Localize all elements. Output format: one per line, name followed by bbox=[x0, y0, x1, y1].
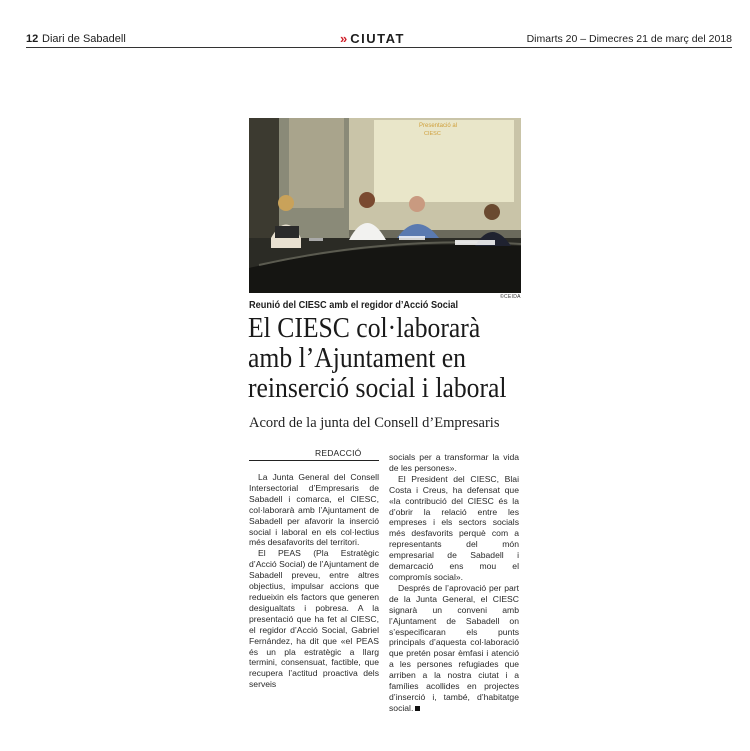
screen-text-2: CIESC bbox=[424, 131, 441, 137]
page-number: 12 bbox=[26, 33, 39, 45]
photo-caption: Reunió del CIESC amb el regidor d’Acció Social bbox=[249, 300, 459, 311]
newspaper-name: Diari de Sabadell bbox=[42, 33, 126, 45]
body-paragraph: El PEAS (Pla Estratègic d’Acció Social) de l’Ajuntament de Sabadell preveu, entre altres objectius, impulsar accions que redueixin els factors que generen desigualtats i pobresa. A la presentació que ha fet al CIESC, el regidor d’Acció Social, Gabriel Fernández, ha dit que «el PEAS és un pla estratègic a llarg termini, consensuat, factible, que recupera l’actitud proactiva dels serveis bbox=[249, 548, 379, 690]
end-mark-icon bbox=[415, 706, 420, 711]
headline bbox=[248, 314, 536, 404]
article-column-1 bbox=[249, 472, 379, 690]
body-paragraph: socials per a transformar la vida de les persones». bbox=[389, 452, 519, 473]
byline: REDACCIÓ bbox=[315, 448, 362, 458]
body-paragraph bbox=[389, 583, 519, 714]
headline-line: El CIESC col·laborarà bbox=[248, 313, 481, 344]
headline-line: reinserció social i laboral bbox=[248, 373, 507, 404]
issue-date: Dimarts 20 – Dimecres 21 de març del 2018 bbox=[526, 33, 732, 45]
body-paragraph: La Junta General del Consell Intersectorial d’Empresaris de Sabadell i comarca, el CIESC, col·laborarà amb l’Ajuntament de Sabadell per afavorir la inserció social i laboral en els col·lectius més desafavorits del territori. bbox=[249, 472, 379, 548]
section-label: CIUTAT bbox=[350, 31, 405, 46]
article-photo bbox=[249, 118, 521, 293]
masthead-rule bbox=[26, 47, 732, 48]
body-paragraph: El President del CIESC, Blai Costa i Creus, ha defensat que «la contribució del CIESC és la d’obrir la relació entre les empreses i els sectors socials més desfavorits perquè com a representants del món empresarial de Sabadell i demarcació ens mou el compromís social». bbox=[389, 473, 519, 582]
byline-rule bbox=[249, 460, 379, 461]
section-title bbox=[340, 31, 405, 46]
screen-text-1: Presentació al bbox=[419, 123, 458, 129]
headline-line: amb l’Ajuntament en bbox=[248, 343, 466, 374]
subheadline: Acord de la junta del Consell d’Empresaris bbox=[249, 415, 500, 431]
article-column-2 bbox=[389, 452, 519, 714]
body-paragraph-text: Després de l’aprovació per part de la Junta General, el CIESC signarà un conveni amb l’Ajuntament de Sabadell on s’especificaran els punts principals d’aquesta col·laboració que pretén posar èmfasi i atenció a les persones refugiades que arriben a la nostra ciutat i a famílies acollides en projectes d’inserció i, també, d’habitatge social. bbox=[389, 582, 519, 713]
photo-credit: ©CEIDA bbox=[500, 294, 521, 300]
section-arrow-icon: » bbox=[340, 31, 348, 46]
masthead bbox=[26, 33, 732, 48]
